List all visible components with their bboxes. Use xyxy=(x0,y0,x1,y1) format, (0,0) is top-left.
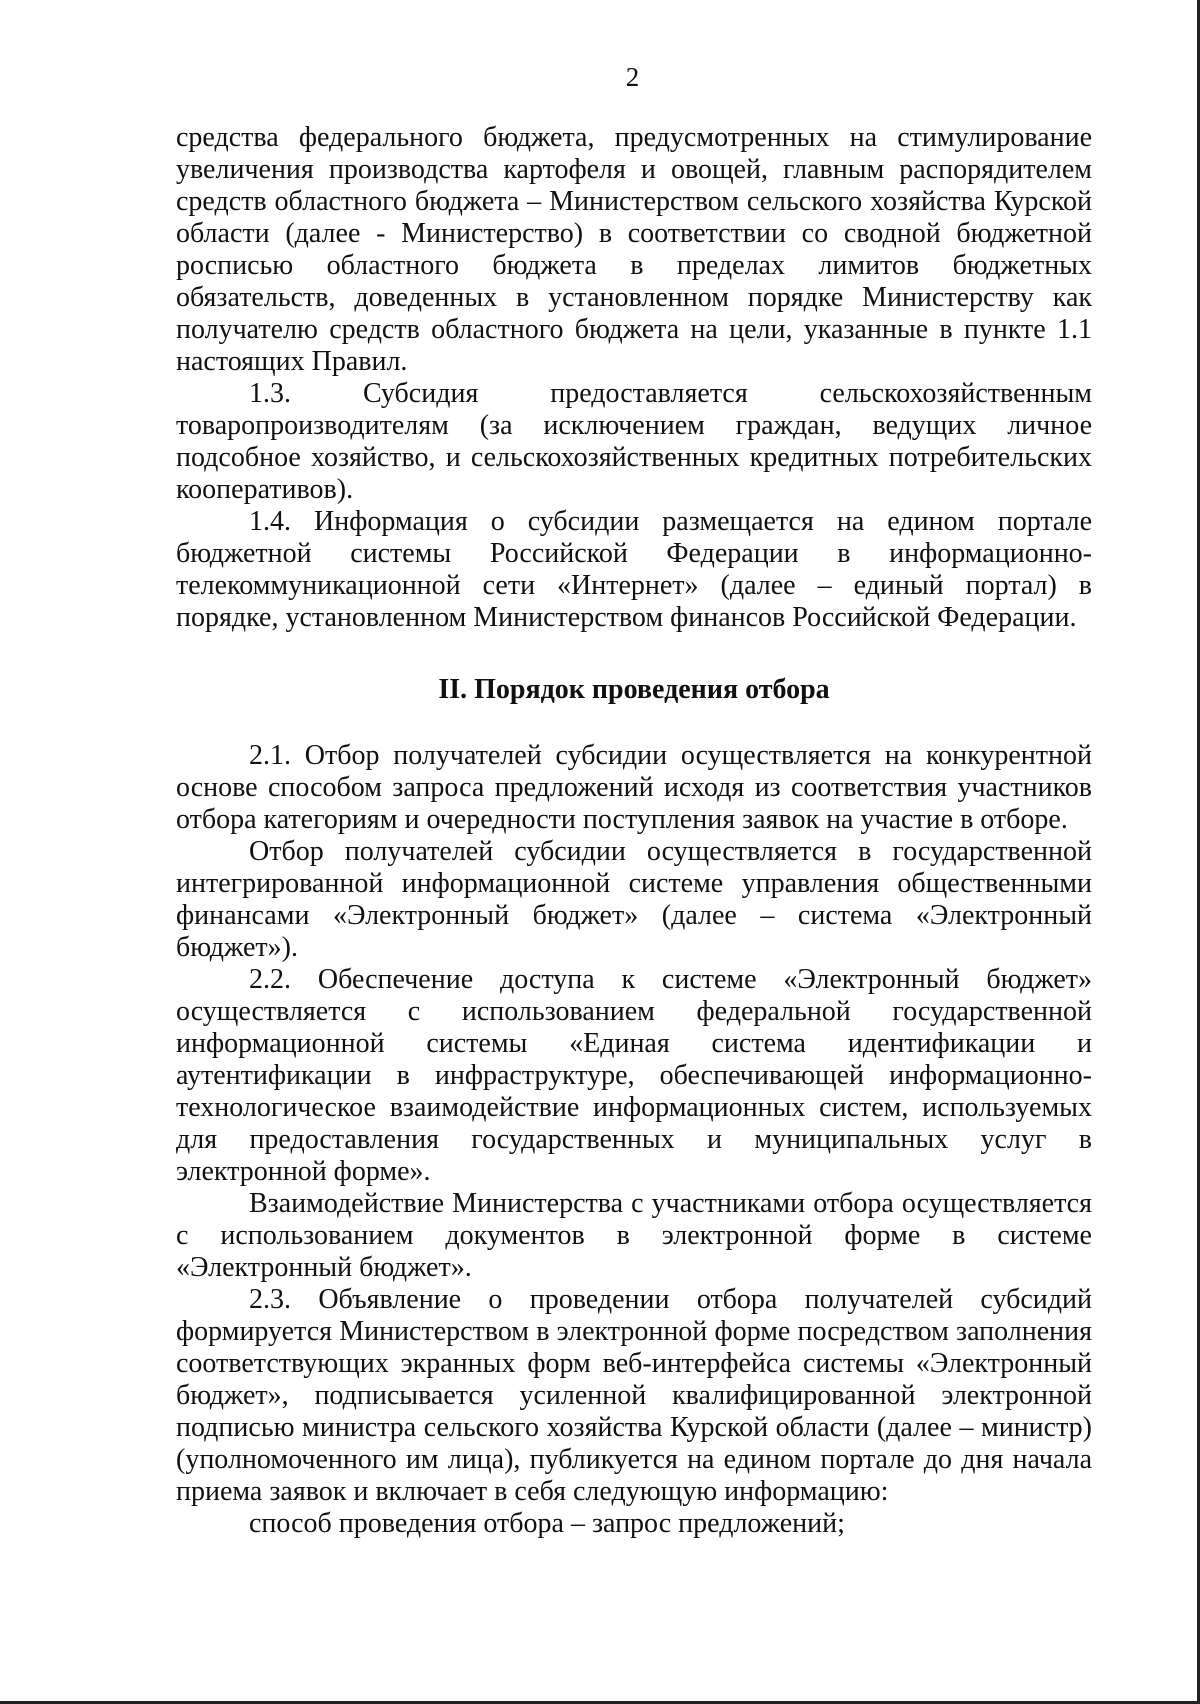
page-number: 2 xyxy=(625,62,640,92)
paragraph-2-2: 2.2. Обеспечение доступа к системе «Электронный бюджет» осуществляется с использованием федеральной государственной информационной системы «Единая система идентификации и аутентификации в инфраструктуре, обеспечивающей информационно-технологическое взаимодействие информационных систем, используемых для предоставления государственных и муниципальных услуг в электронной форме». xyxy=(176,964,1092,1187)
section-heading: II. Порядок проведения отбора xyxy=(438,674,830,705)
paragraph-1-3: 1.3. Субсидия предоставляется сельскохозяйственным товаропроизводителям (за исключением граждан, ведущих личное подсобное хозяйство, и сельскохозяйственных кредитных потребительских кооперативов). xyxy=(176,378,1092,505)
paragraph-1-4: 1.4. Информация о субсидии размещается на едином портале бюджетной системы Российской Федерации в информационно-телекоммуникационной сети «Интернет» (далее – единый портал) в порядке, установленном Министерством финансов Российской Федерации. xyxy=(176,506,1092,633)
paragraph-2-3: 2.3. Объявление о проведении отбора получателей субсидий формируется Министерством в электронной форме посредством заполнения соответствующих экранных форм веб-интерфейса системы «Электронный бюджет», подписывается усиленной квалифицированной электронной подписью министра сельского хозяйства Курской области (далее – министр) (уполномоченного им лица), публикуется на едином портале до дня начала приема заявок и включает в себя следующую информацию: xyxy=(176,1284,1092,1507)
document-body xyxy=(176,122,1092,1540)
paragraph-2-3-method: способ проведения отбора – запрос предложений; xyxy=(249,1508,845,1539)
paragraph-2-2-interaction: Взаимодействие Министерства с участниками отбора осуществляется с использованием документов в электронной форме в системе «Электронный бюджет». xyxy=(176,1188,1092,1283)
paragraph-continuation: средства федерального бюджета, предусмотренных на стимулирование увеличения производства картофеля и овощей, главным распорядителем средств областного бюджета – Министерством сельского хозяйства Курской области (далее - Министерство) в соответствии со сводной бюджетной росписью областного бюджета в пределах лимитов бюджетных обязательств, доведенных в установленном порядке Министерству как получателю средств областного бюджета на цели, указанные в пункте 1.1 настоящих Правил. xyxy=(176,122,1092,377)
paragraph-2-1: 2.1. Отбор получателей субсидии осуществляется на конкурентной основе способом запроса предложений исходя из соответствия участников отбора категориям и очередности поступления заявок на участие в отборе. xyxy=(176,740,1092,835)
paragraph-2-1-system: Отбор получателей субсидии осуществляется в государственной интегрированной информационной системе управления общественными финансами «Электронный бюджет» (далее – система «Электронный бюджет»). xyxy=(176,836,1092,963)
